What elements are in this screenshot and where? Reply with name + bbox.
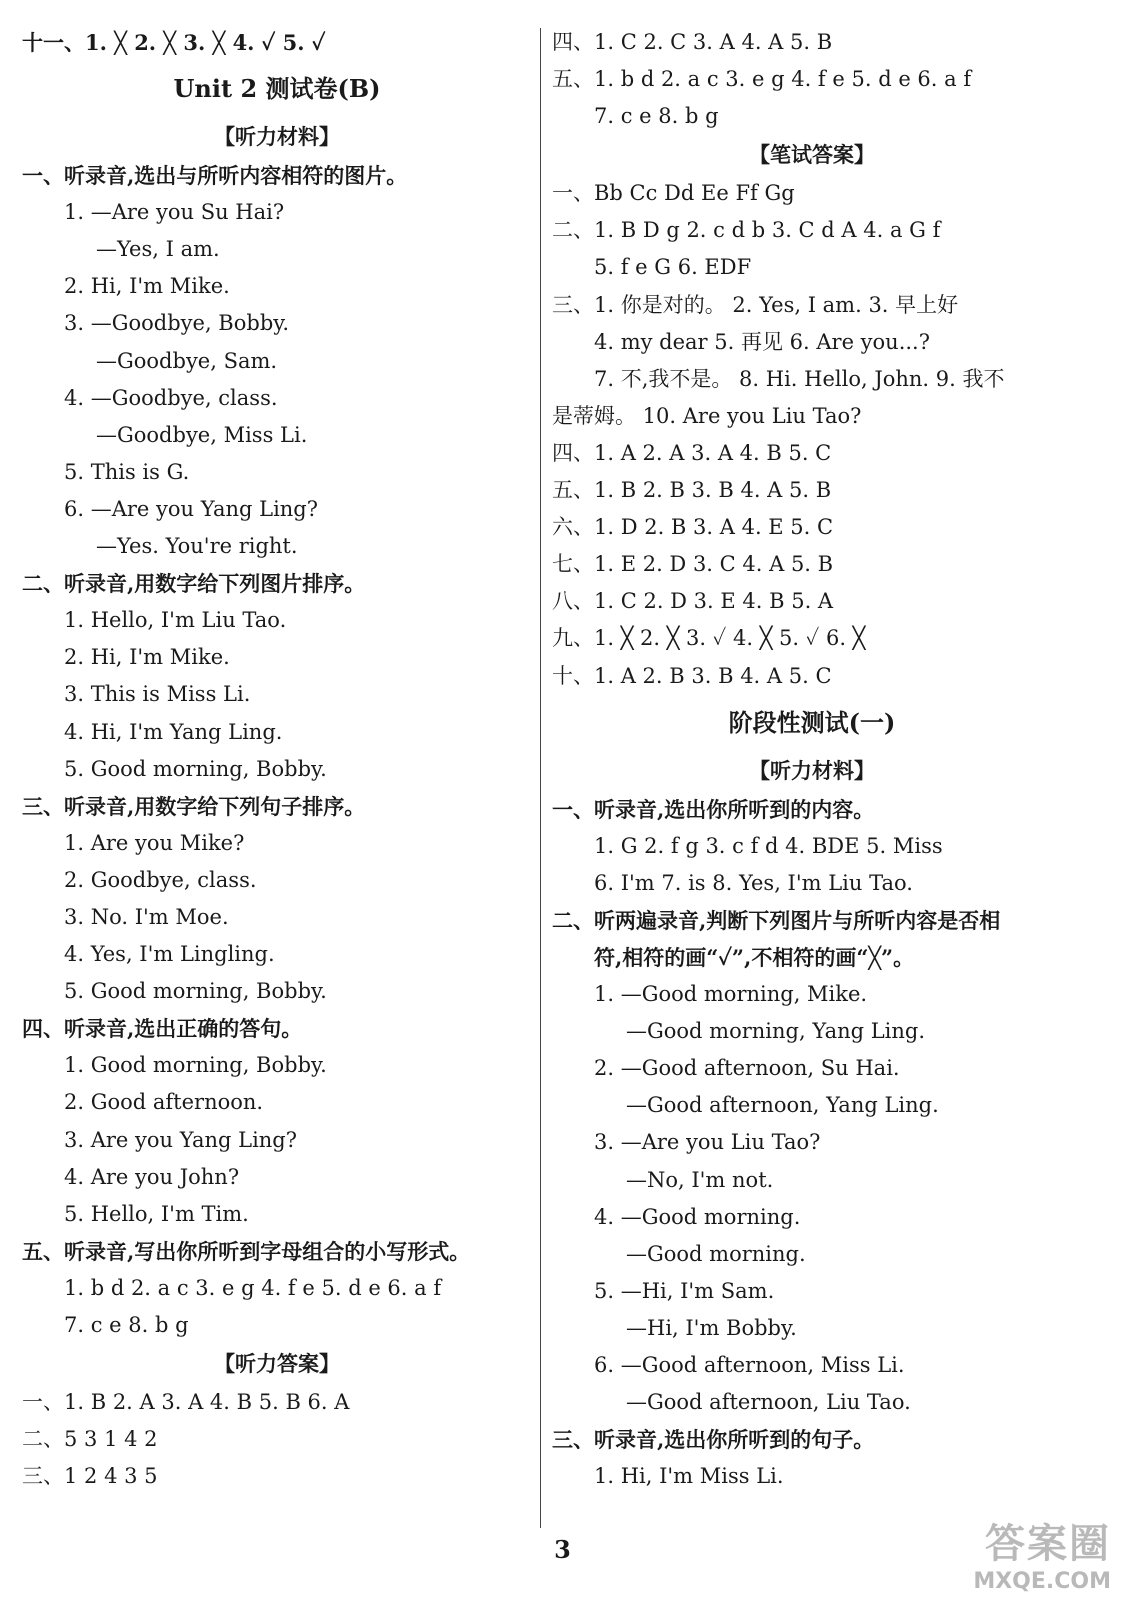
list-item: 1. Are you Mike? xyxy=(64,830,245,855)
list-item: 1. G 2. f g 3. c f d 4. BDE 5. Miss xyxy=(594,833,943,858)
list-item: 4. Yes, I'm Lingling. xyxy=(64,942,275,967)
list-item: 1. —Are you Su Hai? xyxy=(64,200,285,225)
list-item: 1. —Good morning, Mike. xyxy=(594,982,868,1007)
watermark xyxy=(973,1512,1111,1594)
list-item: —Goodbye, Miss Li. xyxy=(96,422,308,447)
answer-line: 九、1. ╳ 2. ╳ 3. ✓ 4. ╳ 5. ✓ 6. ╳ xyxy=(552,626,866,651)
list-item: 3. Are you Yang Ling? xyxy=(64,1127,298,1152)
list-item: —Goodbye, Sam. xyxy=(96,348,278,373)
list-item: 2. Goodbye, class. xyxy=(64,867,257,892)
page-number: 3 xyxy=(554,1535,571,1564)
list-item: —Good morning. xyxy=(626,1241,806,1266)
list-item: 2. Hi, I'm Mike. xyxy=(64,645,230,670)
stage-test-title: 阶段性测试(一) xyxy=(728,707,896,737)
list-item: 5. —Hi, I'm Sam. xyxy=(594,1278,775,1303)
answer-line: 四、1. A 2. A 3. A 4. B 5. C xyxy=(552,440,832,465)
answer-line: 四、1. C 2. C 3. A 4. A 5. B xyxy=(552,30,833,54)
list-item: —Good morning, Yang Ling. xyxy=(626,1019,926,1044)
list-item: 4. Hi, I'm Yang Ling. xyxy=(64,719,283,744)
stage-section-2-heading-cont: 符,相符的画“✓”,不相符的画“╳”。 xyxy=(594,944,915,970)
list-item: 3. —Goodbye, Bobby. xyxy=(64,311,290,336)
list-item: 2. Hi, I'm Mike. xyxy=(64,274,230,299)
section-4-heading: 四、听录音,选出正确的答句。 xyxy=(22,1016,303,1042)
watermark-logo-text: 答案圈 xyxy=(985,1520,1111,1567)
section-1-heading: 一、听录音,选出与所听内容相符的图片。 xyxy=(22,163,408,189)
section-3-heading: 三、听录音,用数字给下列句子排序。 xyxy=(22,793,366,819)
list-item: 2. —Good afternoon, Su Hai. xyxy=(594,1056,900,1081)
list-item: 5. Good morning, Bobby. xyxy=(64,756,327,781)
list-item: 6. —Are you Yang Ling? xyxy=(64,496,319,521)
column-divider xyxy=(540,28,541,1528)
answer-line: 五、1. B 2. B 3. B 4. A 5. B xyxy=(552,478,832,503)
list-item: 4. —Good morning. xyxy=(594,1204,801,1229)
right-column xyxy=(552,24,1072,1495)
answer-line: 一、1. B 2. A 3. A 4. B 5. B 6. A xyxy=(22,1390,350,1415)
stage-section-3-heading: 三、听录音,选出你所听到的句子。 xyxy=(552,1427,875,1453)
list-item: 2. Good afternoon. xyxy=(64,1090,264,1115)
list-item: 1. Hi, I'm Miss Li. xyxy=(594,1464,784,1489)
section-5-heading: 五、听录音,写出你所听到字母组合的小写形式。 xyxy=(22,1238,471,1264)
list-item: —Good afternoon, Yang Ling. xyxy=(626,1093,939,1118)
list-item: 3. This is Miss Li. xyxy=(64,682,251,707)
unit2-test-title: Unit 2 测试卷(B) xyxy=(173,74,381,104)
list-item: —Good afternoon, Liu Tao. xyxy=(626,1390,911,1415)
answer-line: 七、1. E 2. D 3. C 4. A 5. B xyxy=(552,552,834,577)
list-item: —Hi, I'm Bobby. xyxy=(626,1315,797,1340)
answer-line: 7. c e 8. b g xyxy=(594,104,719,129)
answer-line: 五、1. b d 2. a c 3. e g 4. f e 5. d e 6. a f xyxy=(552,67,972,92)
list-item: 4. Are you John? xyxy=(64,1164,240,1189)
answer-line: 二、5 3 1 4 2 xyxy=(22,1427,158,1452)
stage-listening-heading: 【听力材料】 xyxy=(749,757,875,783)
list-item: 5. This is G. xyxy=(64,459,190,484)
stage-section-2-heading: 二、听两遍录音,判断下列图片与所听内容是否相 xyxy=(552,907,1001,933)
watermark-url: MXQE.COM xyxy=(973,1569,1111,1594)
list-item: 5. Good morning, Bobby. xyxy=(64,979,327,1004)
list-item: —Yes, I am. xyxy=(96,237,220,262)
answer-line: 三、1. 你是对的。 2. Yes, I am. 3. 早上好 xyxy=(552,292,959,317)
section-2-heading: 二、听录音,用数字给下列图片排序。 xyxy=(22,571,366,597)
answer-line: 一、Bb Cc Dd Ee Ff Gg xyxy=(552,181,795,206)
answer-line: 7. 不,我不是。 8. Hi. Hello, John. 9. 我不 xyxy=(594,366,1005,391)
list-item: 6. —Good afternoon, Miss Li. xyxy=(594,1353,905,1377)
answer-line: 4. my dear 5. 再见 6. Are you...? xyxy=(594,329,930,354)
answer-line: 三、1 2 4 3 5 xyxy=(22,1464,158,1489)
list-item: —Yes. You're right. xyxy=(96,534,298,559)
answer-line: 六、1. D 2. B 3. A 4. E 5. C xyxy=(552,515,834,540)
stage-section-1-heading: 一、听录音,选出你所听到的内容。 xyxy=(552,796,875,822)
list-item: 1. Good morning, Bobby. xyxy=(64,1053,327,1078)
listening-answers-heading: 【听力答案】 xyxy=(214,1351,340,1377)
list-item: —No, I'm not. xyxy=(626,1167,774,1192)
answer-line: 八、1. C 2. D 3. E 4. B 5. A xyxy=(552,589,834,614)
answer-line: 是蒂姆。 10. Are you Liu Tao? xyxy=(552,403,862,428)
list-item: 7. c e 8. b g xyxy=(64,1313,189,1337)
list-item: 3. No. I'm Moe. xyxy=(64,904,229,929)
list-item: 4. —Goodbye, class. xyxy=(64,385,278,410)
answer-line: 十、1. A 2. B 3. B 4. A 5. C xyxy=(552,663,832,688)
list-item: 3. —Are you Liu Tao? xyxy=(594,1130,821,1155)
written-answers-heading: 【笔试答案】 xyxy=(749,142,875,168)
answer-line: 二、1. B D g 2. c d b 3. C d A 4. a G f xyxy=(552,218,941,243)
list-item: 1. Hello, I'm Liu Tao. xyxy=(64,608,287,633)
left-column xyxy=(22,24,532,1495)
answer-line: 5. f e G 6. EDF xyxy=(594,255,752,280)
listening-material-heading: 【听力材料】 xyxy=(214,124,340,150)
section-11-answers: 十一、1. ╳ 2. ╳ 3. ╳ 4. ✓ 5. ✓ xyxy=(22,30,326,55)
list-item: 5. Hello, I'm Tim. xyxy=(64,1201,249,1226)
list-item: 1. b d 2. a c 3. e g 4. f e 5. d e 6. a f xyxy=(64,1275,442,1300)
list-item: 6. I'm 7. is 8. Yes, I'm Liu Tao. xyxy=(594,870,913,895)
